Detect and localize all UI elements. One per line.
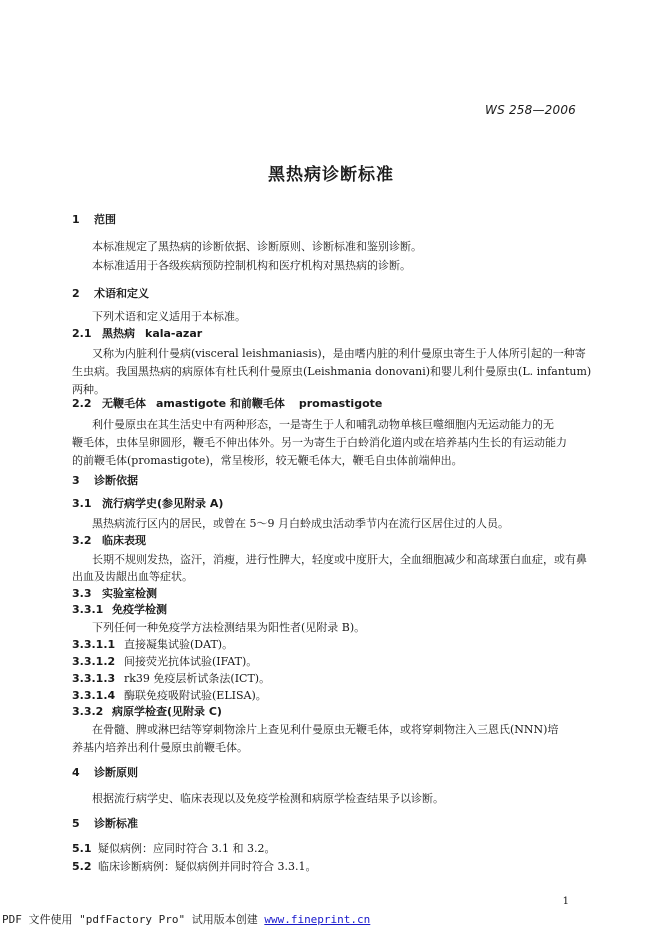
subsection-title: 黑热病 xyxy=(102,327,135,340)
paragraph: 利什曼原虫在其生活史中有两种形态，一是寄生于人和哺乳动物单核巨噬细胞内无运动能力的无 xyxy=(92,418,554,431)
subsection-heading xyxy=(72,395,382,411)
subsection-number: 2.2 xyxy=(72,397,92,410)
subsection-number: 2.1 xyxy=(72,327,92,340)
item-text: 酶联免疫吸附试验(ELISA)。 xyxy=(124,689,267,702)
section-number: 5 xyxy=(72,817,80,830)
english-term: promastigote xyxy=(298,397,383,410)
page-number: 1 xyxy=(562,896,569,907)
paragraph: 长期不规则发热，盗汗，消瘦，进行性脾大，轻度或中度肝大，全血细胞减少和高球蛋白血症，或有鼻 xyxy=(92,553,587,566)
subsection-heading xyxy=(72,585,157,601)
list-item xyxy=(72,670,270,686)
item-text: 疑似病例：应同时符合 3.1 和 3.2。 xyxy=(98,842,276,855)
section-heading xyxy=(72,285,149,301)
subsection-number: 3.3 xyxy=(72,587,92,600)
subsection-title: 无鞭毛体 xyxy=(102,397,146,410)
section-number: 3 xyxy=(72,474,80,487)
pdf-footer xyxy=(2,911,370,927)
subsection-heading xyxy=(72,601,167,617)
footer-text: PDF 文件使用 "pdfFactory Pro" 试用版本创建 xyxy=(2,913,258,926)
item-number: 3.3.1.4 xyxy=(72,689,116,702)
paragraph: 养基内培养出利什曼原虫前鞭毛体。 xyxy=(72,741,248,754)
paragraph: 又称为内脏利什曼病(visceral leishmaniasis)，是由嗜内脏的利什曼原虫寄生于人体所引起的一种寄 xyxy=(92,347,586,360)
subsection-number: 3.3.2 xyxy=(72,705,104,718)
paragraph: 下列术语和定义适用于本标准。 xyxy=(92,310,246,323)
subsection-title: 免疫学检测 xyxy=(112,603,167,616)
list-item xyxy=(72,653,257,669)
paragraph: 黑热病流行区内的居民，或曾在 5～9 月白蛉成虫活动季节内在流行区居住过的人员。 xyxy=(92,517,509,530)
section-heading xyxy=(72,211,116,227)
standard-number: WS 258—2006 xyxy=(485,103,576,117)
section-number: 1 xyxy=(72,213,80,226)
item-number: 3.3.1.2 xyxy=(72,655,116,668)
list-item xyxy=(72,636,233,652)
subsection-title: 临床表现 xyxy=(102,534,146,547)
list-item xyxy=(72,858,316,874)
subsection-title: 实验室检测 xyxy=(102,587,157,600)
item-text: 直接凝集试验(DAT)。 xyxy=(124,638,234,651)
section-number: 4 xyxy=(72,766,80,779)
subsection-heading xyxy=(72,532,146,548)
section-title: 术语和定义 xyxy=(94,287,149,300)
subsection-number: 3.1 xyxy=(72,497,92,510)
english-term: kala-azar xyxy=(145,327,203,340)
paragraph: 下列任何一种免疫学方法检测结果为阳性者(见附录 B)。 xyxy=(92,621,366,634)
paragraph: 的前鞭毛体(promastigote)，常呈梭形，较无鞭毛体大，鞭毛自虫体前端伸出。 xyxy=(72,454,463,467)
item-text: rk39 免疫层析试条法(ICT)。 xyxy=(124,672,271,685)
section-title: 诊断原则 xyxy=(94,766,138,779)
item-number: 5.1 xyxy=(72,842,92,855)
paragraph: 两种。 xyxy=(72,383,105,396)
item-text: 间接荧光抗体试验(IFAT)。 xyxy=(124,655,258,668)
subsection-title: 病原学检查(见附录 C) xyxy=(112,705,222,718)
subsection-heading xyxy=(72,495,223,511)
paragraph: 本标准规定了黑热病的诊断依据、诊断原则、诊断标准和鉴别诊断。 xyxy=(92,240,422,253)
paragraph: 生虫病。我国黑热病的病原体有杜氏利什曼原虫(Leishmania donovani)和婴儿利什曼原虫(L. infantum) xyxy=(72,365,592,378)
subsection-heading xyxy=(72,703,222,719)
section-heading xyxy=(72,764,138,780)
paragraph: 鞭毛体，虫体呈卵圆形，鞭毛不伸出体外。另一为寄生于白蛉消化道内或在培养基内生长的有运动能力 xyxy=(72,436,567,449)
paragraph: 出血及齿龈出血等症状。 xyxy=(72,570,193,583)
section-title: 诊断依据 xyxy=(94,474,138,487)
paragraph: 根据流行病学史、临床表现以及免疫学检测和病原学检查结果予以诊断。 xyxy=(92,792,444,805)
section-heading xyxy=(72,815,138,831)
english-term: amastigote 和前鞭毛体 xyxy=(156,397,285,410)
item-number: 3.3.1.1 xyxy=(72,638,116,651)
paragraph: 本标准适用于各级疾病预防控制机构和医疗机构对黑热病的诊断。 xyxy=(92,259,411,272)
subsection-heading xyxy=(72,325,202,341)
item-number: 3.3.1.3 xyxy=(72,672,116,685)
page-title: 黑热病诊断标准 xyxy=(268,165,394,185)
item-text: 临床诊断病例：疑似病例并同时符合 3.3.1。 xyxy=(98,860,317,873)
footer-link[interactable]: www.fineprint.cn xyxy=(264,913,371,926)
section-title: 诊断标准 xyxy=(94,817,138,830)
subsection-number: 3.2 xyxy=(72,534,92,547)
subsection-title: 流行病学史(参见附录 A) xyxy=(102,497,224,510)
list-item xyxy=(72,687,267,703)
subsection-number: 3.3.1 xyxy=(72,603,104,616)
section-title: 范围 xyxy=(94,213,116,226)
section-heading xyxy=(72,472,138,488)
list-item xyxy=(72,840,275,856)
section-number: 2 xyxy=(72,287,80,300)
item-number: 5.2 xyxy=(72,860,92,873)
paragraph: 在骨髓、脾或淋巴结等穿刺物涂片上查见利什曼原虫无鞭毛体，或将穿刺物注入三恩氏(NNN)培 xyxy=(92,723,559,736)
